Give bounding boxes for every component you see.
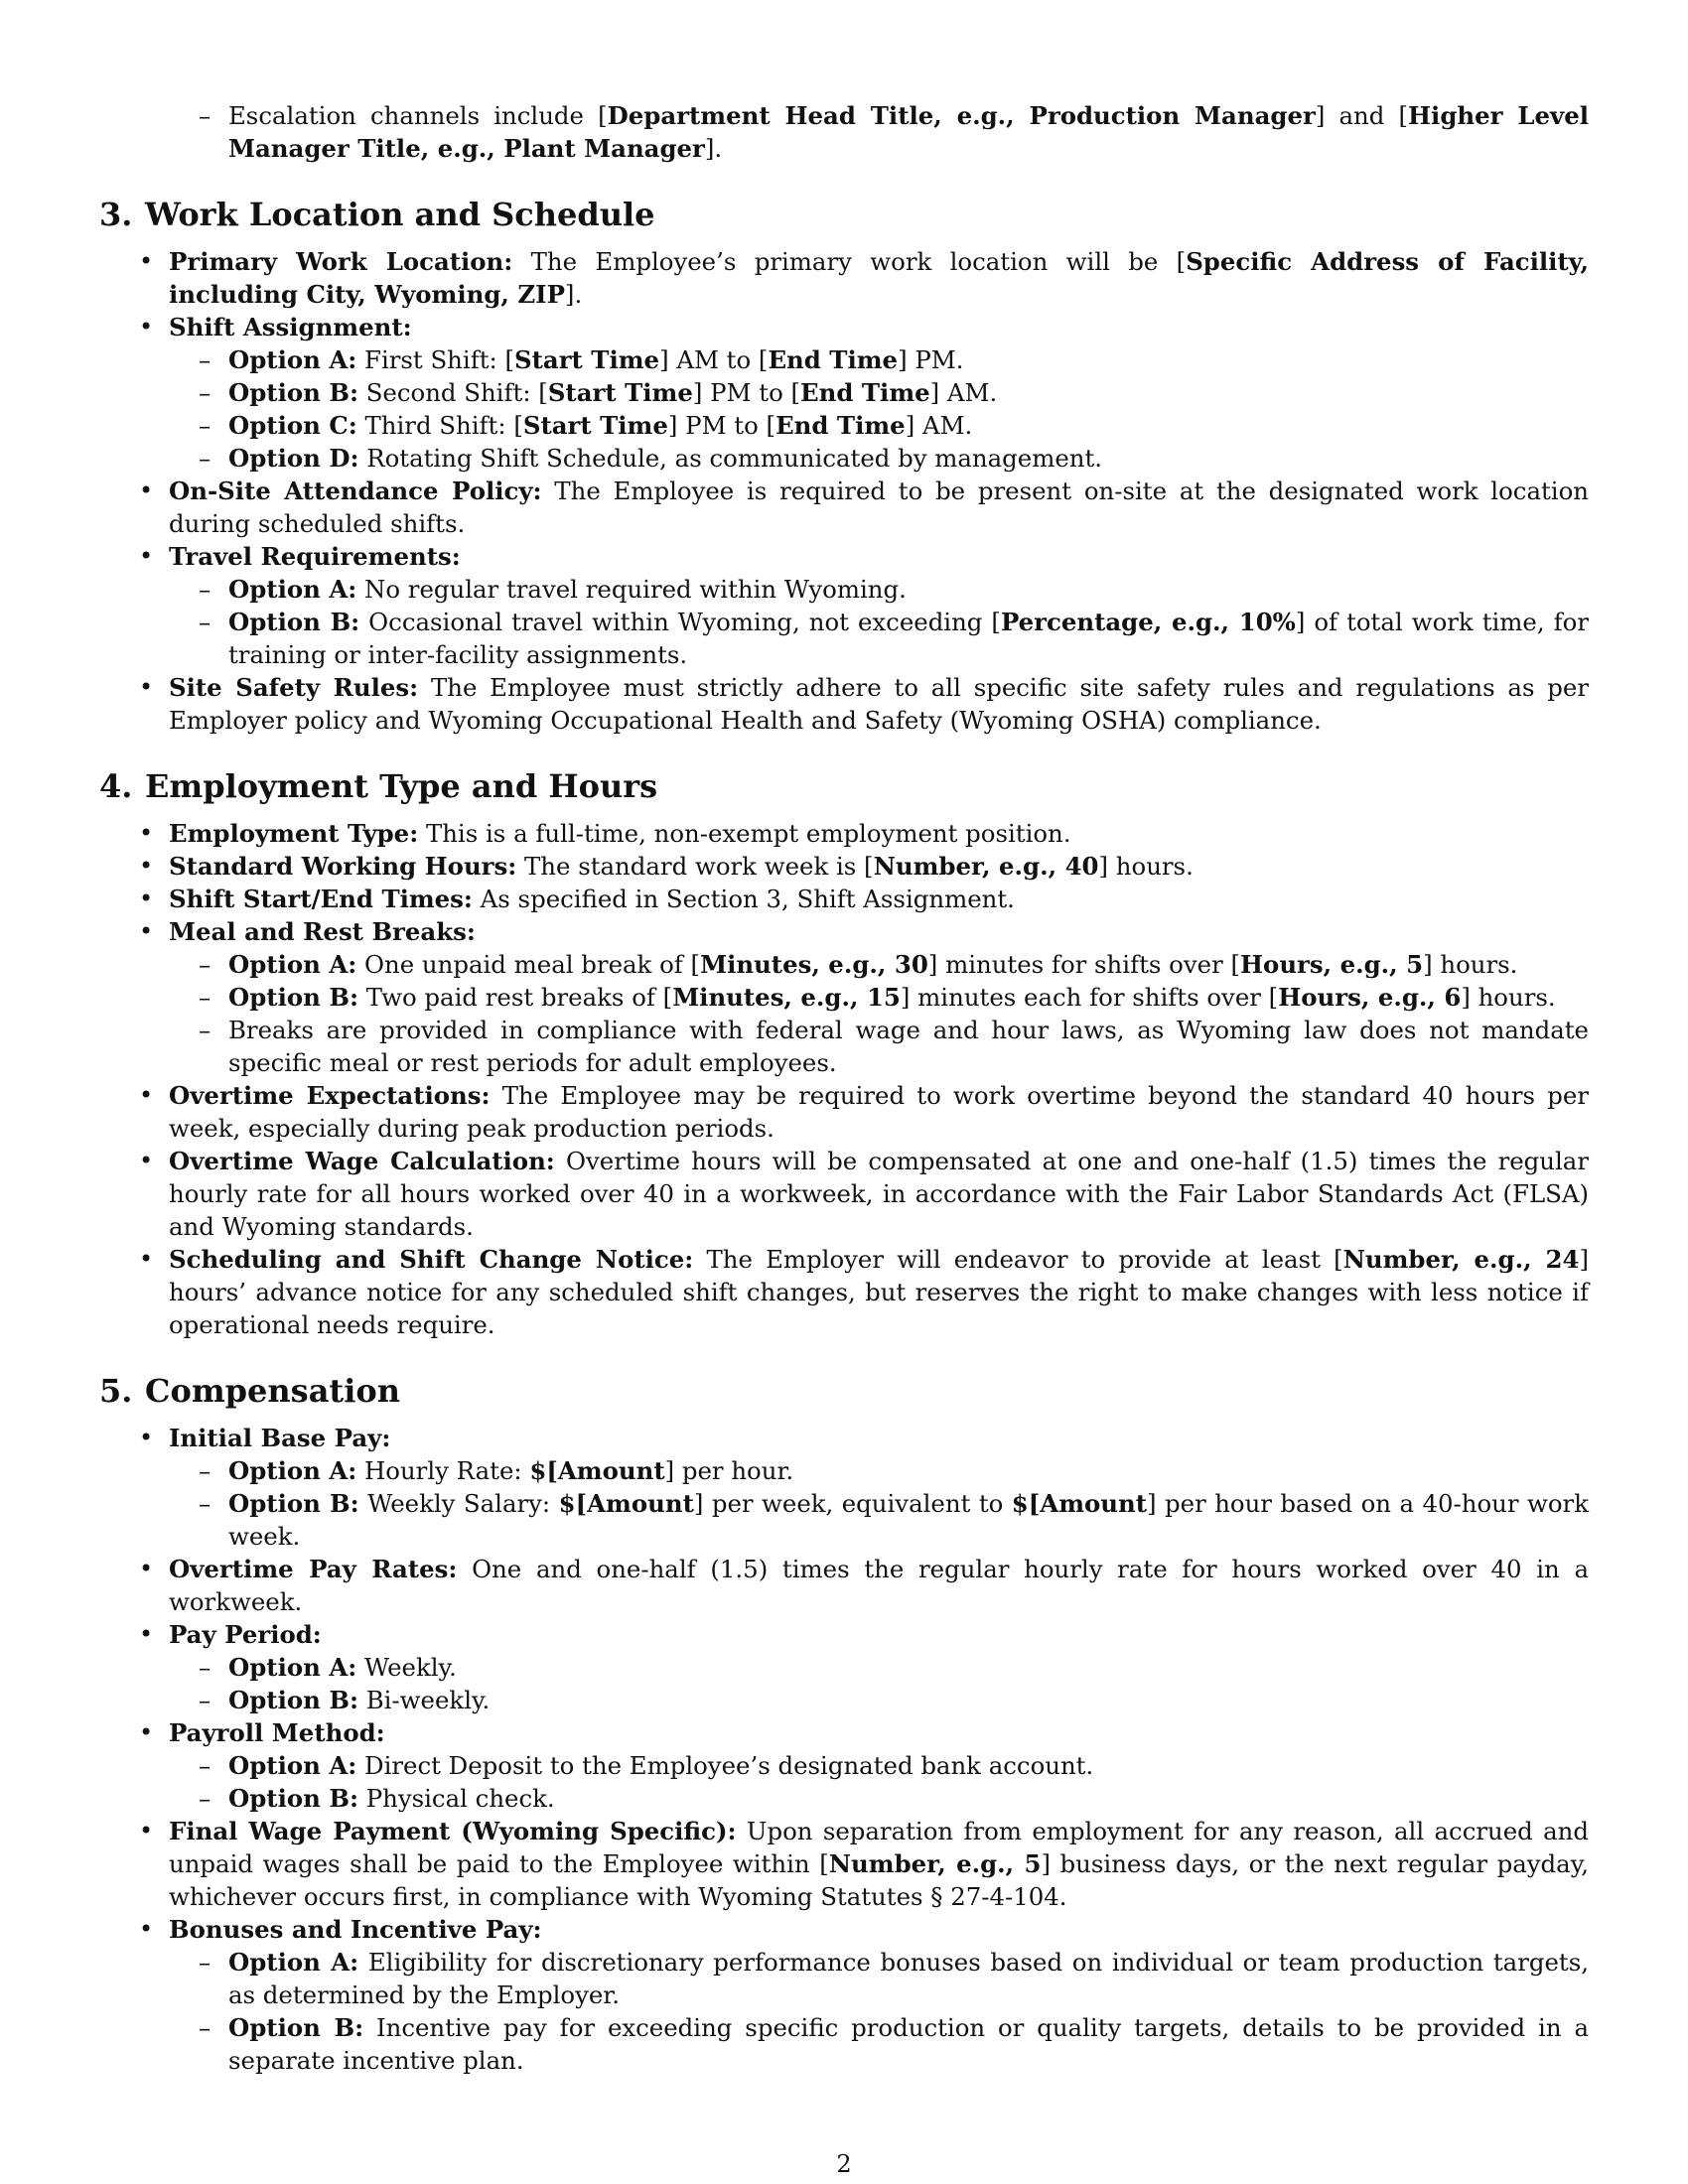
list-item: – Option B: Bi-weekly. xyxy=(169,1684,1589,1716)
list-item: – Option B: Occasional travel within Wyoming, not exceeding [Percentage, e.g., 10%] of total work time, for training or inter-facility assignments. xyxy=(169,606,1589,671)
list-item: – Option A: Weekly. xyxy=(169,1651,1589,1684)
list-item: – Option A: No regular travel required within Wyoming. xyxy=(169,573,1589,606)
list-item: • Scheduling and Shift Change Notice: The Employer will endeavor to provide at least [Number, e.g., 24] hours’ advance notice for any scheduled shift changes, but reserves the right to make changes with less notice if operational needs require. xyxy=(99,1243,1589,1341)
section-4-list xyxy=(99,817,1589,1341)
break-options xyxy=(169,948,1589,1079)
section-5-list xyxy=(99,1422,1589,2077)
list-item: – Option B: Two paid rest breaks of [Minutes, e.g., 15] minutes each for shifts over [Hours, e.g., 6] hours. xyxy=(169,981,1589,1014)
payroll-options xyxy=(169,1749,1589,1815)
list-item: • Overtime Pay Rates: One and one-half (1.5) times the regular hourly rate for hours worked over 40 in a workweek. xyxy=(99,1553,1589,1618)
bonus-options xyxy=(169,1946,1589,2077)
base-pay-options xyxy=(169,1454,1589,1553)
page-number: 2 xyxy=(836,2150,852,2178)
list-item: • Final Wage Payment (Wyoming Specific): Upon separation from employment for any reason, all accrued and unpaid wages shall be paid to the Employee within [Number, e.g., 5] business days, or the next regular payday, whichever occurs first, in compliance with Wyoming Statutes § 27-4-104. xyxy=(99,1815,1589,1913)
list-item: • Overtime Wage Calculation: Overtime hours will be compensated at one and one-half (1.5) times the regular hourly rate for all hours worked over 40 in a workweek, in accordance with the Fair Labor Standards Act (FLSA) and Wyoming standards. xyxy=(99,1145,1589,1243)
list-item: • Site Safety Rules: The Employee must strictly adhere to all specific site safety rules and regulations as per Employer policy and Wyoming Occupational Health and Safety (Wyoming OSHA) compliance. xyxy=(99,671,1589,737)
section-4-heading: 4. Employment Type and Hours xyxy=(99,767,658,805)
page-content xyxy=(99,99,1589,2077)
list-item: • Employment Type: This is a full-time, non-exempt employment position. xyxy=(99,817,1589,850)
list-item: • On-Site Attendance Policy: The Employee is required to be present on-site at the designated work location during scheduled shifts. xyxy=(99,475,1589,540)
list-item: • Shift Start/End Times: As specified in Section 3, Shift Assignment. xyxy=(99,883,1589,915)
pay-period-options xyxy=(169,1651,1589,1716)
list-item: – Option A: Eligibility for discretionary performance bonuses based on individual or team production targets, as determined by the Employer. xyxy=(169,1946,1589,2011)
list-item: – Option B: Second Shift: [Start Time] PM to [End Time] AM. xyxy=(169,376,1589,409)
list-item: – Option B: Physical check. xyxy=(169,1782,1589,1815)
shift-options xyxy=(169,343,1589,475)
escalation-item: – Escalation channels include [Department Head Title, e.g., Production Manager] and [Higher Level Manager Title, e.g., Plant Manager]. xyxy=(99,99,1589,165)
list-item: • Travel Requirements: – Option A: No regular travel required within Wyoming. – Option B: Occasional travel within Wyoming, not exceeding [Percentage, e.g., 10%] of total work time, for training or inter-facility assignments. xyxy=(99,540,1589,671)
list-item: – Option C: Third Shift: [Start Time] PM to [End Time] AM. xyxy=(169,409,1589,442)
list-item: – Option B: Incentive pay for exceeding specific production or quality targets, details to be provided in a separate incentive plan. xyxy=(169,2011,1589,2077)
placeholder-dept-head: Department Head Title, e.g., Production Manager xyxy=(607,101,1316,130)
list-item: – Option A: Hourly Rate: $[Amount] per hour. xyxy=(169,1454,1589,1487)
list-item: – Option A: Direct Deposit to the Employee’s designated bank account. xyxy=(169,1749,1589,1782)
list-item: • Initial Base Pay: – Option A: Hourly Rate: $[Amount] per hour. – Option B: Weekly Salary: $[Amount] per week, equivalent to $[Amount] per hour based on a 40-hour work week. xyxy=(99,1422,1589,1553)
list-item: • Primary Work Location: The Employee’s primary work location will be [Specific Address of Facility, including City, Wyoming, ZIP]. xyxy=(99,245,1589,311)
list-item: • Shift Assignment: – Option A: First Shift: [Start Time] AM to [End Time] PM. – Option B: Second Shift: [Start Time] PM to [End Time] AM. – Option C: Third Shift: [Start Time] PM to [End Time] AM. – Option D: Rotating Shift Schedule, as communicated by management. xyxy=(99,311,1589,475)
placeholder-higher-manager: Higher Level Manager Title, e.g., Plant Manager xyxy=(228,101,1589,163)
section-3-list xyxy=(99,245,1589,737)
list-item: • Pay Period: – Option A: Weekly. – Option B: Bi-weekly. xyxy=(99,1618,1589,1716)
section-3-heading: 3. Work Location and Schedule xyxy=(99,196,655,233)
travel-options xyxy=(169,573,1589,671)
list-item: • Bonuses and Incentive Pay: – Option A: Eligibility for discretionary performance bonuses based on individual or team production targets, as determined by the Employer. – Option B: Incentive pay for exceeding specific production or quality targets, details to be provided in a separate incentive plan. xyxy=(99,1913,1589,2077)
list-item: • Payroll Method: – Option A: Direct Deposit to the Employee’s designated bank account. – Option B: Physical check. xyxy=(99,1716,1589,1815)
list-item: – Option D: Rotating Shift Schedule, as communicated by management. xyxy=(169,442,1589,475)
list-item: – Breaks are provided in compliance with federal wage and hour laws, as Wyoming law does not mandate specific meal or rest periods for adult employees. xyxy=(169,1014,1589,1079)
section-5-heading: 5. Compensation xyxy=(99,1372,400,1410)
list-item: • Overtime Expectations: The Employee may be required to work overtime beyond the standard 40 hours per week, especially during peak production periods. xyxy=(99,1079,1589,1145)
list-item: – Option A: One unpaid meal break of [Minutes, e.g., 30] minutes for shifts over [Hours, e.g., 5] hours. xyxy=(169,948,1589,981)
list-item: • Standard Working Hours: The standard work week is [Number, e.g., 40] hours. xyxy=(99,850,1589,883)
list-item: – Option B: Weekly Salary: $[Amount] per week, equivalent to $[Amount] per hour based on a 40-hour work week. xyxy=(169,1487,1589,1553)
list-item: – Option A: First Shift: [Start Time] AM to [End Time] PM. xyxy=(169,343,1589,376)
list-item: • Meal and Rest Breaks: – Option A: One unpaid meal break of [Minutes, e.g., 30] minutes for shifts over [Hours, e.g., 5] hours. – Option B: Two paid rest breaks of [Minutes, e.g., 15] minutes each for shifts over [Hours, e.g., 6] hours. – Breaks are provided in compliance with federal wage and hour laws, as Wyoming law does not mandate specific meal or rest periods for adult employees. xyxy=(99,915,1589,1079)
